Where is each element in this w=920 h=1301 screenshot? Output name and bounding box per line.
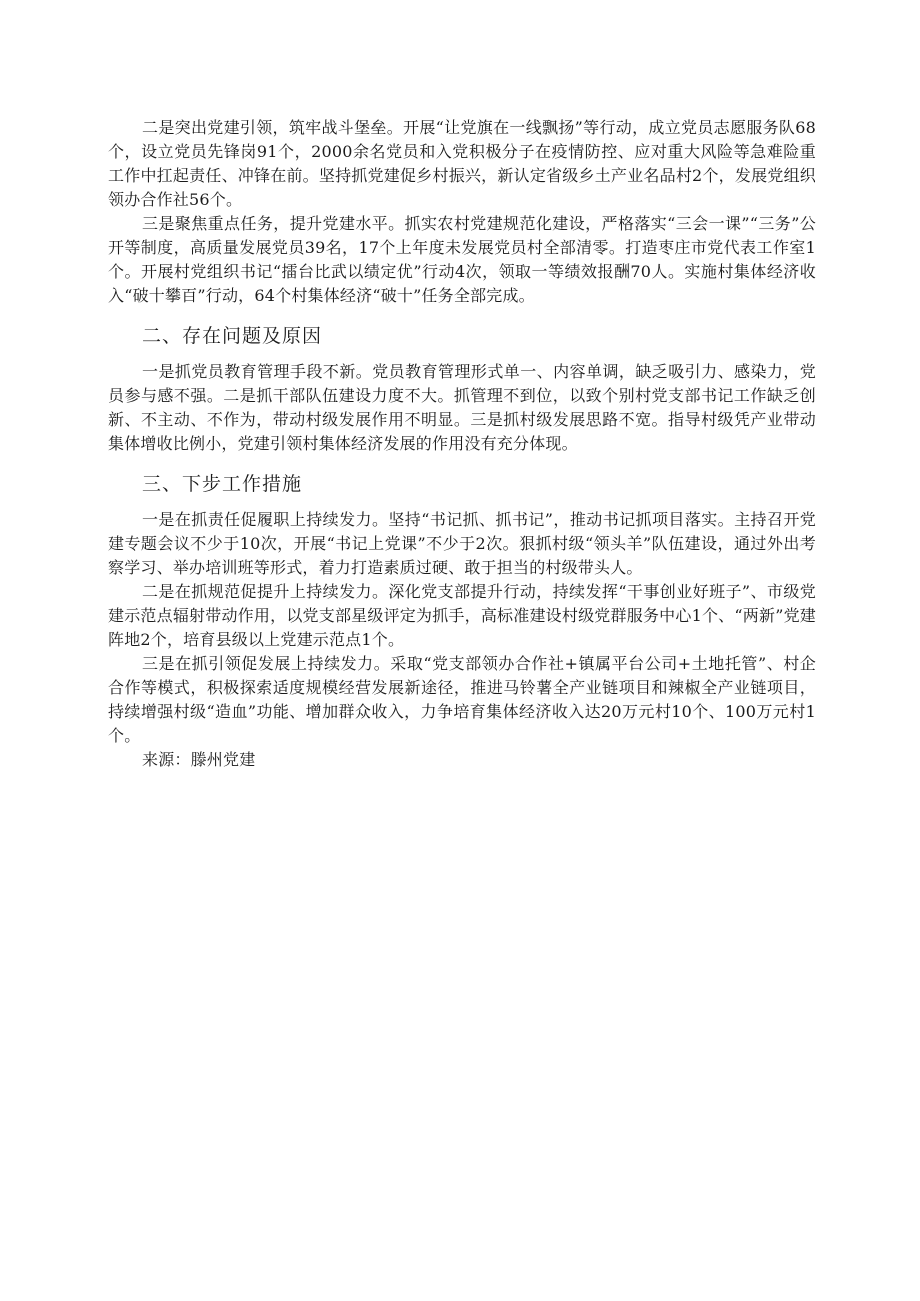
heading-problems: 二、存在问题及原因 [142,325,323,347]
paragraph-party-leadership: 二是突出党建引领，筑牢战斗堡垒。开展“让党旗在一线飘扬”等行动，成立党员志愿服务队68个，设立党员先锋岗91个，2000余名党员和入党积极分子在疫情防控、应对重大风险等急难险重工作中扛起责任、冲锋在前。坚持抓党建促乡村振兴，新认定省级乡土产业名品村2个，发展党组织领办合作社56个。 [108,118,816,209]
paragraph-problems: 一是抓党员教育管理手段不新。党员教育管理形式单一、内容单调，缺乏吸引力、感染力，党员参与感不强。二是抓干部队伍建设力度不大。抓管理不到位，以致个别村党支部书记工作缺乏创新、不主动、不作为，带动村级发展作用不明显。三是抓村级发展思路不宽。指导村级凭产业带动集体增收比例小，党建引领村集体经济发展的作用没有充分体现。 [108,362,816,453]
document-page [108,116,816,772]
paragraph-development: 三是在抓引领促发展上持续发力。采取“党支部领办合作社+镇属平台公司+土地托管”、村企合作等模式，积极探索适度规模经营发展新途径，推进马铃薯全产业链项目和辣椒全产业链项目，持续增强村级“造血”功能、增加群众收入，力争培育集体经济收入达20万元村10个、100万元村1个。 [108,654,816,745]
paragraph-key-tasks: 三是聚焦重点任务，提升党建水平。抓实农村党建规范化建设，严格落实“三会一课”“三务”公开等制度，高质量发展党员39名，17个上年度未发展党员村全部清零。打造枣庄市党代表工作室1个。开展村党组织书记“擂台比武以绩定优”行动4次，领取一等绩效报酬70人。实施村集体经济收入“破十攀百”行动，64个村集体经济“破十”任务全部完成。 [108,214,816,305]
source-line: 来源：滕州党建 [142,750,256,769]
paragraph-responsibility: 一是在抓责任促履职上持续发力。坚持“书记抓、抓书记”，推动书记抓项目落实。主持召开党建专题会议不少于10次，开展“书记上党课”不少于2次。狠抓村级“领头羊”队伍建设，通过外出考察学习、举办培训班等形式，着力打造素质过硬、敢于担当的村级带头人。 [108,510,816,577]
heading-next-steps: 三、下步工作措施 [142,473,303,495]
paragraph-standardization: 二是在抓规范促提升上持续发力。深化党支部提升行动，持续发挥“干事创业好班子”、市级党建示范点辐射带动作用，以党支部星级评定为抓手，高标准建设村级党群服务中心1个、“两新”党建阵地2个，培育县级以上党建示范点1个。 [108,582,816,649]
